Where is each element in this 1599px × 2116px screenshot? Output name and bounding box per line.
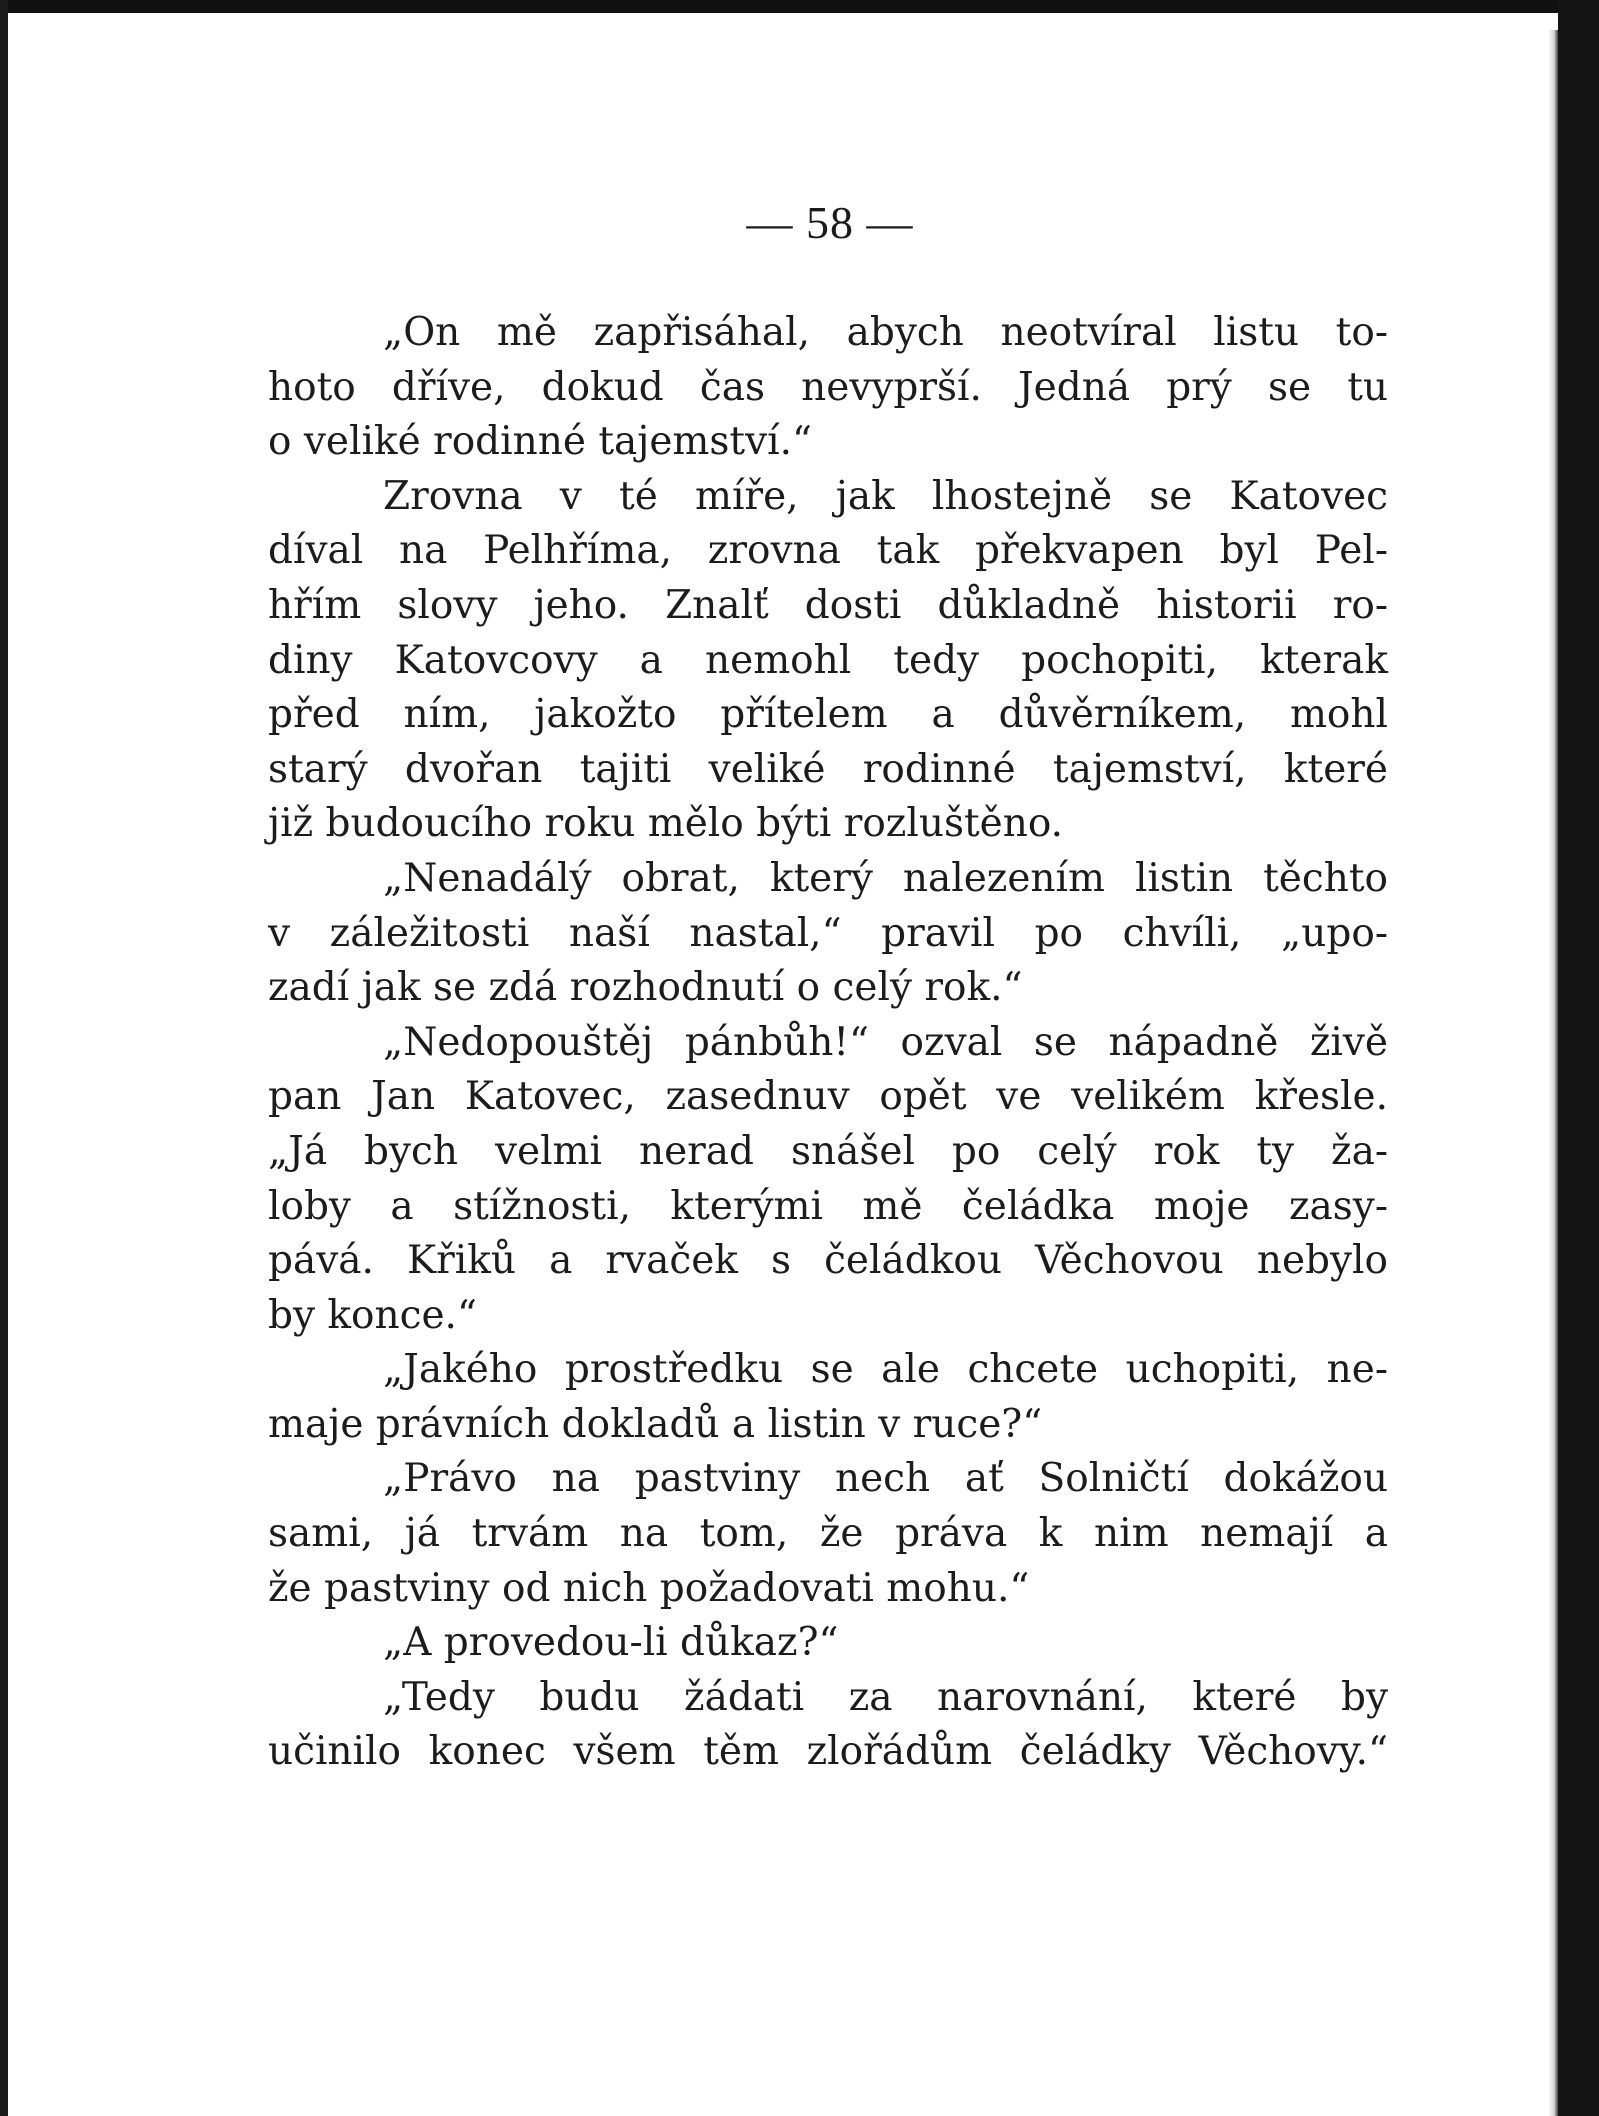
text-line: „Já bych velmi nerad snášel po celý rok ty ža- [268,1128,1388,1174]
scan-border-right [1558,0,1599,2116]
text-line: „On mě zapřisáhal, abych neotvíral listu to- [383,310,1388,355]
text-line: „Jakého prostředku se ale chcete uchopiti, ne- [383,1347,1388,1393]
text-line: hřím slovy jeho. Znalť dosti důkladně historii ro- [268,582,1388,628]
text-line: díval na Pelhříma, zrovna tak překvapen byl Pel- [268,528,1388,574]
text-line: pan Jan Katovec, zasednuv opět ve velikém křesle. [268,1074,1388,1120]
text-line: „A provedou-li důkaz?“ [383,1620,839,1666]
text-line: před ním, jakožto přítelem a důvěrníkem, mohl [268,692,1388,738]
scan-border-left [0,0,8,2116]
text-line: loby a stížnosti, kterými mě čeládka moje zasy- [268,1183,1388,1229]
page-number: — 58 — [746,197,914,248]
text-line: „Právo na pastviny nech ať Solničtí dokážou [383,1456,1388,1502]
text-line: již budoucího roku mělo býti rozluštěno. [268,801,1064,847]
text-line: pává. Křiků a rvaček s čeládkou Věchovou nebylo [268,1238,1388,1284]
text-line: „Tedy budu žádati za narovnání, které by [383,1674,1388,1720]
scan-border-top [0,0,1599,13]
text-line: že pastviny od nich požadovati mohu.“ [268,1565,1030,1611]
text-line: maje právních dokladů a listin v ruce?“ [268,1401,1043,1447]
text-line: „Nenadálý obrat, který nalezením listin těchto [383,855,1388,901]
text-line: o veliké rodinné tajemství.“ [268,419,812,465]
text-line: starý dvořan tajiti veliké rodinné tajemství, které [268,746,1388,792]
text-line: učinilo konec všem těm zlořádům čeládky Věchovy.“ [268,1729,1388,1775]
page-edge-shadow [1548,30,1558,2116]
text-line: Zrovna v té míře, jak lhostejně se Katovec [383,473,1388,519]
text-line: hoto dříve, dokud čas nevyprší. Jedná prý se tu [268,364,1388,410]
text-line: zadí jak se zdá rozhodnutí o celý rok.“ [268,965,1023,1011]
text-line: „Nedopouštěj pánbůh!“ ozval se nápadně živě [383,1019,1388,1065]
body-text [268,306,1388,1780]
text-line: by konce.“ [268,1292,477,1338]
text-line: sami, já trvám na tom, že práva k nim nemají a [268,1511,1388,1557]
text-line: v záležitosti naší nastal,“ pravil po chvíli, „upo- [268,910,1388,956]
text-line: diny Katovcovy a nemohl tedy pochopiti, kterak [268,637,1388,683]
